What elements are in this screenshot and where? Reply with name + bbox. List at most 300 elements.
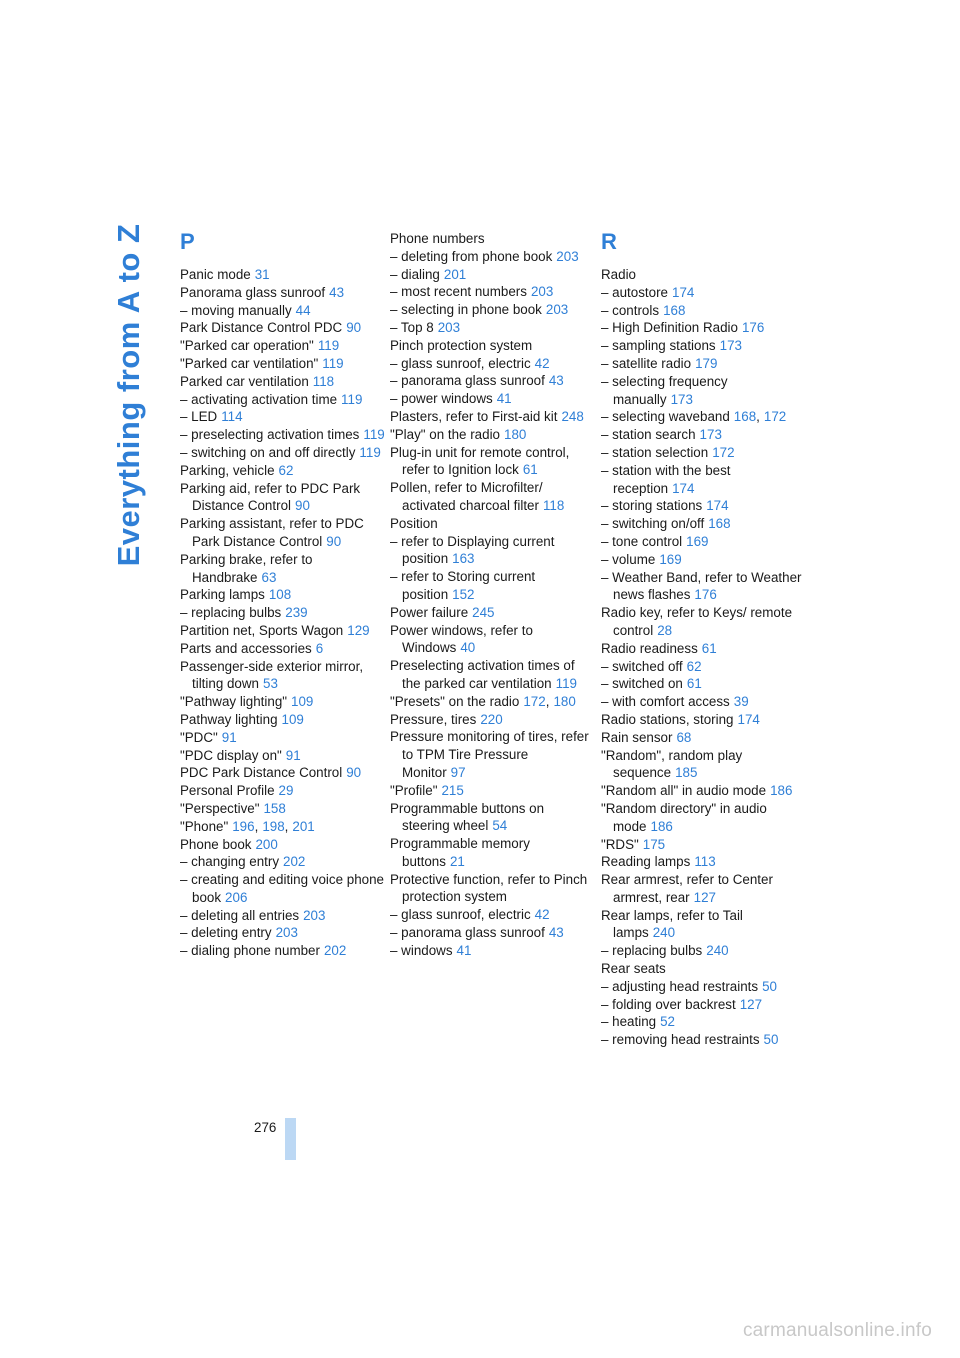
- index-entry: [180, 907, 385, 925]
- page-reference-link[interactable]: 168: [733, 409, 757, 425]
- index-entry-text: Power failure: [390, 604, 469, 620]
- index-entry-text: – deleting from phone book: [390, 248, 553, 264]
- index-entry-text: – glass sunroof, electric: [390, 907, 531, 923]
- index-entry: [390, 355, 595, 373]
- page-ref-separator: ,: [254, 818, 259, 834]
- index-entry-text: – refer to Displaying current position: [390, 533, 555, 567]
- index-entry: [601, 497, 806, 515]
- index-entry-text: Rain sensor: [601, 729, 673, 745]
- page-reference-link[interactable]: 61: [701, 640, 717, 656]
- index-entry-text: – refer to Storing current position: [390, 569, 536, 602]
- index-entry: [601, 996, 806, 1014]
- index-entry-text: Phone book: [180, 836, 252, 852]
- page-marker-bar: [285, 1118, 296, 1160]
- index-entry: [601, 462, 806, 498]
- page-reference-link[interactable]: 203: [545, 302, 569, 318]
- page-ref-separator: ,: [284, 818, 289, 834]
- index-entry: [601, 871, 806, 907]
- index-column-3: [601, 230, 806, 1049]
- index-entry: [390, 942, 595, 960]
- index-entry: [180, 924, 385, 942]
- index-entry-text: Parking aid, refer to PDC Park Distance Control: [180, 480, 361, 514]
- page-reference-link[interactable]: 50: [763, 1032, 779, 1048]
- index-entry: [601, 533, 806, 551]
- page-reference-link[interactable]: 127: [693, 889, 716, 905]
- page-reference-link[interactable]: 203: [275, 925, 298, 941]
- page-reference-link[interactable]: 43: [548, 373, 564, 389]
- index-entry-text: – power windows: [390, 391, 493, 407]
- index-entry: [390, 604, 595, 622]
- page-number: 276: [254, 1120, 277, 1135]
- index-entry: [390, 230, 595, 248]
- page-reference-link[interactable]: 169: [659, 551, 682, 567]
- index-entry-text: – tone control: [601, 533, 683, 549]
- index-entry-text: – dialing phone number: [180, 943, 320, 959]
- index-entry-text: – preselecting activation times: [180, 427, 360, 443]
- index-entry: [180, 782, 385, 800]
- index-entry: [180, 604, 385, 622]
- index-entry: [601, 1013, 806, 1031]
- index-entry-text: "PDC": [180, 729, 218, 745]
- page-reference-link[interactable]: 90: [346, 765, 362, 781]
- index-entry: [390, 390, 595, 408]
- index-entry: [601, 907, 806, 943]
- index-entry-text: Parking brake, refer to Handbrake: [180, 551, 313, 585]
- page-reference-link[interactable]: 118: [542, 497, 565, 513]
- index-entry-text: Personal Profile: [180, 783, 275, 799]
- index-entry: [390, 283, 595, 301]
- page-reference-link[interactable]: 63: [261, 569, 277, 585]
- page-reference-link[interactable]: 203: [556, 248, 579, 264]
- page-reference-link[interactable]: 31: [254, 267, 270, 282]
- index-entry-text: – activating activation time: [180, 391, 338, 407]
- index-entry-text: "Pathway lighting": [180, 694, 288, 710]
- index-entry: [601, 747, 806, 783]
- index-entry: [390, 426, 595, 444]
- index-entry-text: – folding over backrest: [601, 996, 736, 1012]
- index-entry-text: Park Distance Control PDC: [180, 320, 343, 336]
- index-entry: [180, 373, 385, 391]
- page-reference-link[interactable]: 203: [437, 319, 461, 335]
- page-reference-link[interactable]: 239: [285, 605, 308, 621]
- index-entry-text: Panic mode: [180, 267, 251, 282]
- index-entry: [390, 319, 595, 337]
- index-entry-text: Preselecting activation times of the parked car ventilation: [390, 658, 575, 691]
- index-entry-text: – panorama glass sunroof: [390, 925, 545, 941]
- page-reference-link[interactable]: 6: [315, 640, 324, 656]
- index-entry-text: – Top 8: [390, 319, 434, 335]
- index-entry: [601, 960, 806, 978]
- page-reference-link[interactable]: 198: [262, 818, 285, 834]
- page-reference-link[interactable]: 203: [530, 284, 554, 300]
- index-entry: [601, 711, 806, 729]
- index-entry: [180, 480, 385, 516]
- index-entry-text: Plasters, refer to First-aid kit: [390, 408, 558, 424]
- page-reference-link[interactable]: 53: [263, 676, 278, 692]
- index-entry-text: Position: [390, 515, 438, 531]
- index-entry-text: – heating: [601, 1014, 657, 1030]
- index-entry: [390, 372, 595, 390]
- index-entry: [180, 800, 385, 818]
- index-entry-text: "Parked car ventilation": [180, 355, 319, 371]
- index-entry-text: Pressure monitoring of tires, refer to TPM Tire Pressure Monitor: [390, 729, 589, 780]
- index-entry: [180, 408, 385, 426]
- index-entry-text: Panorama glass sunroof: [180, 284, 326, 300]
- index-entry: [601, 373, 806, 409]
- index-entry-text: Pollen, refer to Microfilter/ activated charcoal filter: [390, 480, 543, 513]
- index-entry: [180, 853, 385, 871]
- index-entry-text: – LED: [180, 409, 218, 425]
- index-entry: [601, 729, 806, 747]
- index-entry-text: – switching on/off: [601, 516, 705, 532]
- index-entry: [180, 693, 385, 711]
- index-entry-text: Programmable memory buttons: [390, 836, 530, 869]
- index-entry-text: – controls: [601, 302, 660, 318]
- index-entry-text: – panorama glass sunroof: [390, 373, 545, 389]
- page-reference-link[interactable]: 109: [291, 694, 314, 710]
- index-entry: [601, 640, 806, 658]
- page-reference-link[interactable]: 240: [652, 925, 676, 941]
- index-entry-text: – switched off: [601, 658, 683, 674]
- page-reference-link[interactable]: 119: [317, 338, 340, 354]
- index-entry: [180, 747, 385, 765]
- index-entry: [601, 408, 806, 426]
- index-entry-text: Radio key, refer to Keys/ remote control: [601, 605, 793, 638]
- index-entry: [601, 569, 806, 605]
- page-reference-link[interactable]: 42: [534, 907, 550, 923]
- index-entry: [390, 693, 595, 711]
- index-entry: [601, 1031, 806, 1049]
- watermark: carmanualsonline.info: [742, 1320, 932, 1341]
- index-entry-text: "Perspective": [180, 800, 260, 816]
- index-entry-text: – replacing bulbs: [601, 943, 703, 959]
- page-reference-link[interactable]: 40: [460, 640, 476, 656]
- index-entry-text: Pathway lighting: [180, 711, 278, 727]
- index-entry-text: – deleting entry: [180, 925, 272, 941]
- index-entry: [601, 355, 806, 373]
- index-entry: [180, 462, 385, 480]
- index-entry-text: – volume: [601, 551, 656, 567]
- index-entry-text: Passenger-side exterior mirror, tilting down: [180, 658, 364, 692]
- page-reference-link[interactable]: 248: [561, 408, 584, 424]
- index-entry: [601, 800, 806, 836]
- page-reference-link[interactable]: 173: [699, 427, 722, 443]
- index-entry-text: "Random all" in audio mode: [601, 783, 767, 799]
- index-entry-text: – Weather Band, refer to Weather news flashes: [601, 569, 802, 603]
- page-reference-link[interactable]: 52: [660, 1014, 676, 1030]
- index-entry: [601, 284, 806, 302]
- page-ref-separator: ,: [756, 409, 760, 425]
- page-reference-link[interactable]: 41: [456, 942, 472, 958]
- index-entry-text: – selecting waveband: [601, 409, 730, 425]
- index-entry-text: Reading lamps: [601, 854, 691, 870]
- index-entry-text: "RDS": [601, 836, 639, 852]
- page-reference-link[interactable]: 41: [496, 391, 512, 407]
- index-entry: [180, 551, 385, 587]
- index-entry: [180, 836, 385, 854]
- index-entry-text: Parked car ventilation: [180, 373, 309, 389]
- page-reference-link[interactable]: 172: [712, 444, 735, 460]
- page-reference-link[interactable]: 174: [706, 498, 729, 514]
- page-reference-link[interactable]: 186: [650, 818, 673, 834]
- index-entry-text: – station selection: [601, 444, 709, 460]
- page-reference-link[interactable]: 172: [763, 409, 787, 425]
- index-entry-text: Pressure, tires: [390, 711, 477, 727]
- index-entry-text: "Phone": [180, 818, 229, 834]
- page-reference-link[interactable]: 175: [642, 836, 666, 852]
- index-entry: [180, 515, 385, 551]
- page-reference-link[interactable]: 163: [452, 551, 475, 567]
- page-reference-link[interactable]: 108: [268, 587, 292, 603]
- page-reference-link[interactable]: 118: [312, 373, 335, 389]
- index-entry: [601, 444, 806, 462]
- index-entry: [390, 711, 595, 729]
- index-entry-text: Parts and accessories: [180, 640, 312, 656]
- page-reference-link[interactable]: 202: [323, 943, 347, 959]
- index-entry-text: – windows: [390, 942, 453, 958]
- page-reference-link[interactable]: 119: [363, 427, 385, 443]
- page-reference-link[interactable]: 43: [548, 925, 564, 941]
- page-reference-link[interactable]: 29: [278, 783, 294, 799]
- index-entry-text: – switching on and off directly: [180, 444, 356, 460]
- index-entry: [180, 337, 385, 355]
- page-reference-link[interactable]: 201: [292, 818, 315, 834]
- index-entry-text: Parking assistant, refer to PDC Park Distance Control: [180, 516, 364, 549]
- page-reference-link[interactable]: 152: [452, 586, 475, 602]
- page-reference-link[interactable]: 113: [694, 854, 716, 870]
- index-entry-text: Parking, vehicle: [180, 462, 275, 478]
- side-title-text: Everything from A to Z: [111, 223, 146, 567]
- page-reference-link[interactable]: 90: [326, 533, 342, 549]
- index-entry: [180, 711, 385, 729]
- index-entry: [180, 729, 385, 747]
- index-entry: [601, 319, 806, 337]
- index-entry-text: – creating and editing voice phone book: [180, 872, 384, 905]
- index-entry-text: Rear seats: [601, 961, 666, 977]
- index-entry: [180, 764, 385, 782]
- index-entry: [601, 836, 806, 854]
- index-entry: [390, 568, 595, 604]
- page-reference-link[interactable]: 196: [232, 818, 255, 834]
- page-reference-link[interactable]: 61: [686, 676, 702, 692]
- index-entry-text: – selecting frequency manually: [601, 373, 728, 407]
- page-reference-link[interactable]: 220: [480, 711, 503, 727]
- index-entry-text: "Parked car operation": [180, 338, 314, 354]
- index-entry-text: "PDC display on": [180, 747, 282, 763]
- index-column-1: [180, 230, 385, 960]
- side-section-title: [111, 223, 146, 567]
- page-reference-link[interactable]: 97: [450, 764, 466, 780]
- index-entry-text: – sampling stations: [601, 338, 716, 354]
- index-entry: [601, 266, 806, 284]
- page-reference-link[interactable]: 168: [663, 302, 686, 318]
- page-reference-link[interactable]: 174: [672, 480, 695, 496]
- index-entry-text: – autostore: [601, 284, 668, 300]
- page-reference-link[interactable]: 206: [225, 889, 248, 905]
- index-entry-text: Programmable buttons on steering wheel: [390, 800, 545, 834]
- index-entry-text: Rear armrest, refer to Center armrest, rear: [601, 872, 773, 905]
- index-entry-text: Power windows, refer to Windows: [390, 622, 533, 656]
- page-reference-link[interactable]: 169: [686, 533, 709, 549]
- page-reference-link[interactable]: 201: [443, 266, 467, 282]
- page-reference-link[interactable]: 127: [739, 996, 763, 1012]
- page-reference-link[interactable]: 90: [346, 320, 362, 336]
- index-entry: [601, 942, 806, 960]
- page-reference-link[interactable]: 119: [359, 444, 381, 460]
- index-entry-text: "Random", random play sequence: [601, 747, 743, 781]
- page-reference-link[interactable]: 39: [733, 694, 749, 710]
- index-entry: [180, 622, 385, 640]
- index-entry-text: PDC Park Distance Control: [180, 765, 343, 781]
- index-entry: [180, 302, 385, 320]
- index-entry: [390, 800, 595, 836]
- page-reference-link[interactable]: 200: [255, 836, 278, 852]
- index-entry: [390, 657, 595, 693]
- index-entry-text: – replacing bulbs: [180, 605, 282, 621]
- index-entry: [601, 515, 806, 533]
- index-entry-text: "Play" on the radio: [390, 426, 501, 442]
- index-entry-text: Radio: [601, 267, 636, 282]
- index-entry: [390, 337, 595, 355]
- index-entry: [180, 871, 385, 907]
- page-reference-link[interactable]: 173: [670, 391, 693, 407]
- index-entry-text: – moving manually: [180, 302, 292, 318]
- page-reference-link[interactable]: 28: [657, 622, 673, 638]
- index-entry: [601, 337, 806, 355]
- page-reference-link[interactable]: 176: [694, 587, 717, 603]
- index-entry: [601, 675, 806, 693]
- index-entry-text: Pinch protection system: [390, 337, 533, 353]
- page-reference-link[interactable]: 185: [675, 765, 698, 781]
- page-reference-link[interactable]: 42: [534, 355, 550, 371]
- index-entry: [180, 818, 385, 836]
- index-entry: [390, 301, 595, 319]
- page-reference-link[interactable]: 119: [555, 675, 577, 691]
- index-column-2: [390, 230, 595, 960]
- page-reference-link[interactable]: 50: [762, 978, 777, 994]
- page-reference-link[interactable]: 173: [719, 338, 742, 354]
- page-reference-link[interactable]: 240: [706, 943, 729, 959]
- page-reference-link[interactable]: 158: [263, 800, 286, 816]
- index-entry-text: – with comfort access: [601, 694, 730, 710]
- index-entry: [601, 302, 806, 320]
- index-entry: [390, 728, 595, 781]
- index-entry: [601, 604, 806, 640]
- page-reference-link[interactable]: 174: [737, 711, 760, 727]
- index-entry-text: – storing stations: [601, 498, 703, 514]
- index-entry: [601, 693, 806, 711]
- page-reference-link[interactable]: 215: [441, 782, 464, 798]
- index-entry-text: – station search: [601, 427, 696, 443]
- index-entry: [390, 924, 595, 942]
- index-entry-text: – changing entry: [180, 854, 280, 870]
- index-entry-text: "Random directory" in audio mode: [601, 800, 767, 834]
- index-entry-text: Phone numbers: [390, 231, 485, 246]
- index-entry: [180, 942, 385, 960]
- index-entry-text: – switched on: [601, 676, 683, 692]
- page-reference-link[interactable]: 62: [686, 658, 702, 674]
- index-entry-text: – selecting in phone book: [390, 302, 542, 318]
- index-entry-text: – deleting all entries: [180, 907, 300, 923]
- index-entry-text: – glass sunroof, electric: [390, 355, 531, 371]
- page-reference-link[interactable]: 203: [303, 907, 326, 923]
- index-entry: [390, 266, 595, 284]
- page-reference-link[interactable]: 90: [295, 498, 310, 514]
- index-entry: [180, 444, 385, 462]
- index-entry: [601, 426, 806, 444]
- page-reference-link[interactable]: 245: [472, 604, 495, 620]
- page-reference-link[interactable]: 119: [322, 355, 344, 371]
- page-reference-link[interactable]: 168: [708, 516, 731, 532]
- index-entry: [390, 408, 595, 426]
- index-entry: [390, 906, 595, 924]
- page-reference-link[interactable]: 114: [221, 409, 243, 425]
- page-reference-link[interactable]: 61: [522, 462, 538, 478]
- index-entry-text: – satellite radio: [601, 355, 692, 371]
- index-entry: [601, 551, 806, 569]
- page-reference-link[interactable]: 129: [347, 622, 370, 638]
- index-entry: [390, 248, 595, 266]
- page-reference-link[interactable]: 68: [676, 729, 692, 745]
- page-reference-link[interactable]: 44: [295, 302, 311, 318]
- page-reference-link[interactable]: 21: [449, 853, 465, 869]
- page-reference-link[interactable]: 109: [281, 711, 304, 727]
- page-reference-link[interactable]: 91: [221, 729, 237, 745]
- page-reference-link[interactable]: 172: [523, 693, 546, 709]
- page-reference-link[interactable]: 91: [285, 747, 301, 763]
- index-entry-text: Radio stations, storing: [601, 711, 734, 727]
- page-reference-link[interactable]: 180: [504, 426, 527, 442]
- index-entry-text: – removing head restraints: [601, 1032, 760, 1048]
- page-reference-link[interactable]: 119: [341, 391, 363, 407]
- index-entry: [601, 658, 806, 676]
- index-entry: [180, 658, 385, 694]
- page-reference-link[interactable]: 179: [695, 355, 718, 371]
- index-entry: [180, 640, 385, 658]
- page-reference-link[interactable]: 176: [741, 320, 765, 336]
- index-entry: [180, 284, 385, 302]
- index-entry-text: "Presets" on the radio: [390, 693, 520, 709]
- index-entry: [390, 622, 595, 658]
- page-reference-link[interactable]: 62: [278, 462, 294, 478]
- page-reference-link[interactable]: 174: [672, 284, 695, 300]
- index-entry: [180, 391, 385, 409]
- index-entry-text: Protective function, refer to Pinch protection system: [390, 871, 588, 905]
- index-entry: [390, 515, 595, 533]
- index-entry-text: – adjusting head restraints: [601, 978, 759, 994]
- index-entry: [180, 266, 385, 284]
- index-entry-text: Partition net, Sports Wagon: [180, 622, 344, 638]
- page-reference-link[interactable]: 180: [553, 693, 576, 709]
- section-letter-heading: P: [180, 229, 195, 254]
- index-entry-text: Plug-in unit for remote control, refer to Ignition lock: [390, 444, 570, 478]
- index-entry: [180, 586, 385, 604]
- index-entry: [390, 782, 595, 800]
- index-entry-text: Radio readiness: [601, 640, 698, 656]
- page-reference-link[interactable]: 186: [770, 783, 793, 799]
- page-reference-link[interactable]: 202: [283, 854, 306, 870]
- page-reference-link[interactable]: 54: [492, 818, 508, 834]
- index-entry-text: Rear lamps, refer to Tail lamps: [601, 907, 743, 941]
- index-entry: [601, 853, 806, 871]
- index-entry-text: – most recent numbers: [390, 284, 527, 300]
- page-ref-separator: ,: [545, 693, 550, 709]
- page-reference-link[interactable]: 43: [329, 284, 345, 300]
- index-entry: [180, 426, 385, 444]
- index-entry-text: Parking lamps: [180, 587, 265, 603]
- index-entry-text: – station with the best reception: [601, 462, 731, 496]
- index-entry: [390, 444, 595, 480]
